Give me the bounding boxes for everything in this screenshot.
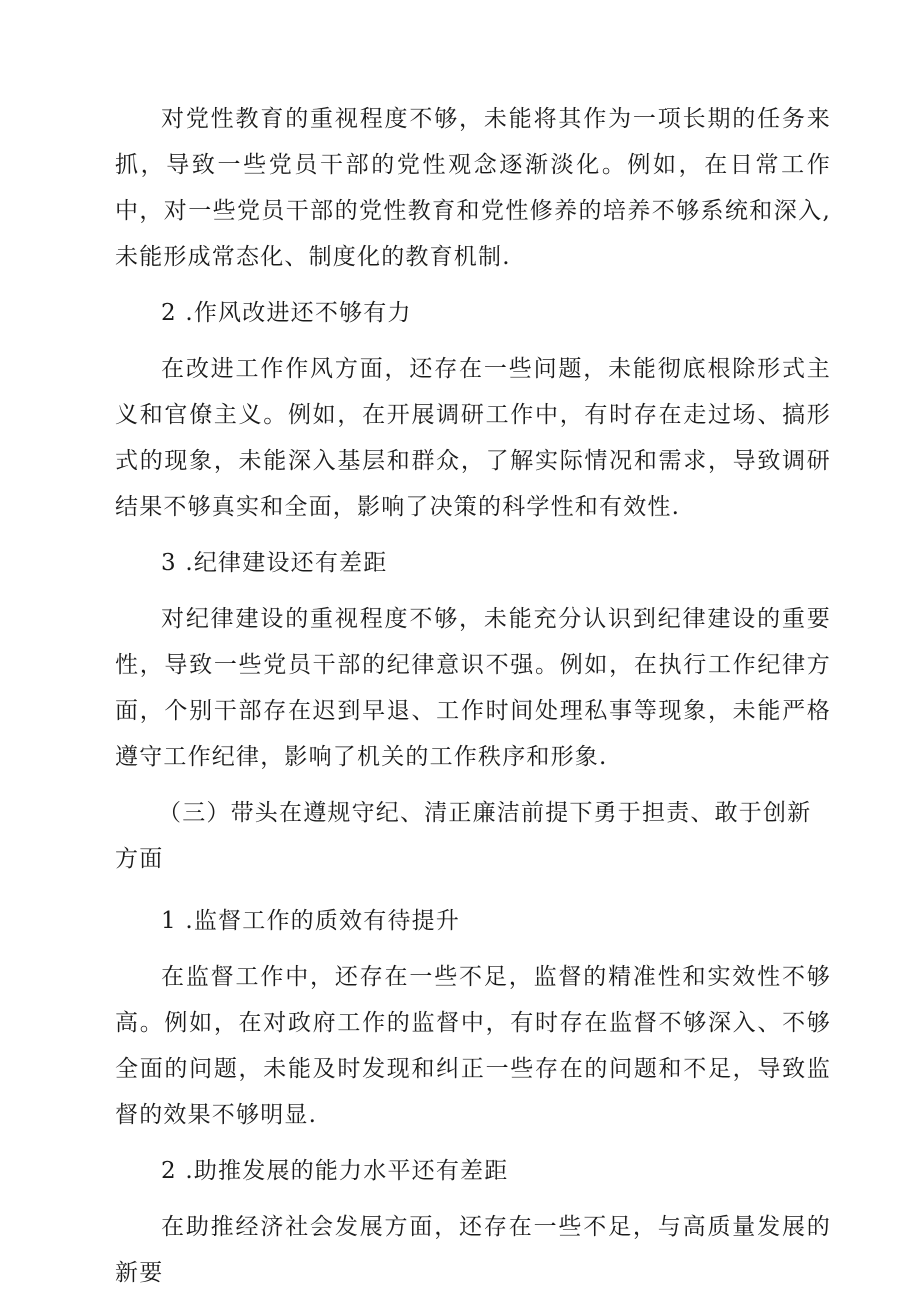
section-heading-three: （三）带头在遵规守纪、清正廉洁前提下勇于担责、敢于创新方面 <box>115 800 812 872</box>
heading-discipline: 3 .纪律建设还有差距 <box>161 550 388 576</box>
document-body <box>115 96 831 1296</box>
paragraph-development: 在助推经济社会发展方面，还存在一些不足，与高质量发展的新要 <box>115 1214 831 1286</box>
paragraph-work-style: 在改进工作作风方面，还存在一些问题，未能彻底根除形式主义和官僚主义。例如，在开展调研工作中，有时存在走过场、搞形式的现象，未能深入基层和群众，了解实际情况和需求，导致调研结果不够真实和全面，影响了决策的科学性和有效性. <box>115 356 831 520</box>
heading-work-style: 2 .作风改进还不够有力 <box>161 300 412 326</box>
paragraph-supervision: 在监督工作中，还存在一些不足，监督的精准性和实效性不够高。例如，在对政府工作的监督中，有时存在监督不够深入、不够全面的问题，未能及时发现和纠正一些存在的问题和不足，导致监督的效果不够明显. <box>115 964 831 1128</box>
heading-supervision: 1 .监督工作的质效有待提升 <box>161 908 461 934</box>
heading-development: 2 .助推发展的能力水平还有差距 <box>161 1158 509 1184</box>
paragraph-discipline: 对纪律建设的重视程度不够，未能充分认识到纪律建设的重要性，导致一些党员干部的纪律意识不强。例如，在执行工作纪律方面，个别干部存在迟到早退、工作时间处理私事等现象，未能严格遵守工作纪律，影响了机关的工作秩序和形象. <box>115 606 831 770</box>
paragraph-party-education: 对党性教育的重视程度不够，未能将其作为一项长期的任务来抓，导致一些党员干部的党性观念逐渐淡化。例如，在日常工作中，对一些党员干部的党性教育和党性修养的培养不够系统和深入,未能形成常态化、制度化的教育机制. <box>115 106 831 270</box>
